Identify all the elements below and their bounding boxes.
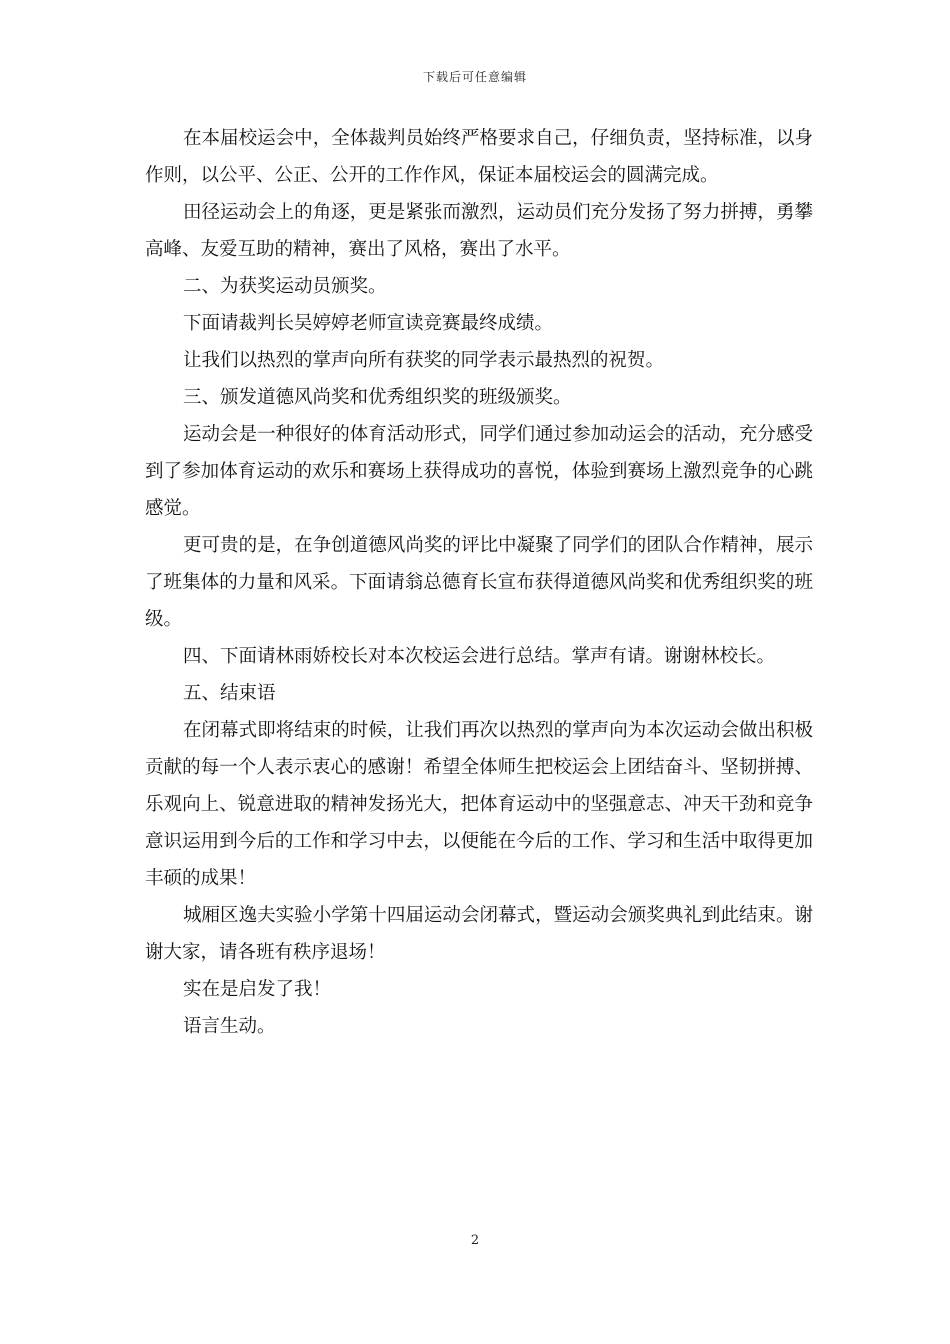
section-heading-summary: 四、下面请林雨娇校长对本次校运会进行总结。掌声有请。谢谢林校长。: [183, 646, 776, 667]
section-heading-class-awards: 三、颁发道德风尚奖和优秀组织奖的班级颁奖。: [183, 387, 572, 408]
paragraph-track-field: 田径运动会上的角逐，更是紧张而激烈，运动员们充分发扬了努力拼搏，勇攀高峰、友爱互助的精神，赛出了风格，赛出了水平。: [145, 202, 813, 260]
paragraph-referees: 在本届校运会中，全体裁判员始终严格要求自己，仔细负责，坚持标准，以身作则，以公平、公正、公开的工作作风，保证本届校运会的圆满完成。: [145, 128, 813, 186]
section-heading-awards: 二、为获奖运动员颁奖。: [183, 276, 387, 297]
paragraph-congratulations: 让我们以热烈的掌声向所有获奖的同学表示最热烈的祝贺。: [183, 350, 665, 371]
paragraph-results-announcement: 下面请裁判长吴婷婷老师宣读竞赛最终成绩。: [183, 313, 554, 334]
paragraph-comment-vivid: 语言生动。: [183, 1016, 276, 1037]
paragraph-team-spirit: 更可贵的是，在争创道德风尚奖的评比中凝聚了同学们的团队合作精神，展示了班集体的力量和风采。下面请翁总德育长宣布获得道德风尚奖和优秀组织奖的班级。: [145, 535, 813, 630]
page-number: 2: [470, 1233, 480, 1248]
section-heading-closing: 五、结束语: [183, 683, 276, 704]
page-header-note: 下载后可任意编辑: [422, 70, 527, 84]
paragraph-closing-thanks: 在闭幕式即将结束的时候，让我们再次以热烈的掌声向为本次运动会做出积极贡献的每一个人表示衷心的感谢！希望全体师生把校运会上团结奋斗、坚韧拼搏、乐观向上、锐意进取的精神发扬光大，把体育运动中的坚强意志、冲天干劲和竞争意识运用到今后的工作和学习中去，以便能在今后的工作、学习和生活中取得更加丰硕的成果！: [145, 720, 813, 889]
document-body: [145, 120, 813, 1045]
paragraph-comment-inspired: 实在是启发了我！: [183, 979, 332, 1000]
paragraph-ceremony-end: 城厢区逸夫实验小学第十四届运动会闭幕式，暨运动会颁奖典礼到此结束。谢谢大家，请各班有秩序退场！: [145, 905, 813, 963]
paragraph-sports-meeting: 运动会是一种很好的体育活动形式，同学们通过参加动运会的活动，充分感受到了参加体育运动的欢乐和赛场上获得成功的喜悦，体验到赛场上激烈竞争的心跳感觉。: [145, 424, 813, 519]
